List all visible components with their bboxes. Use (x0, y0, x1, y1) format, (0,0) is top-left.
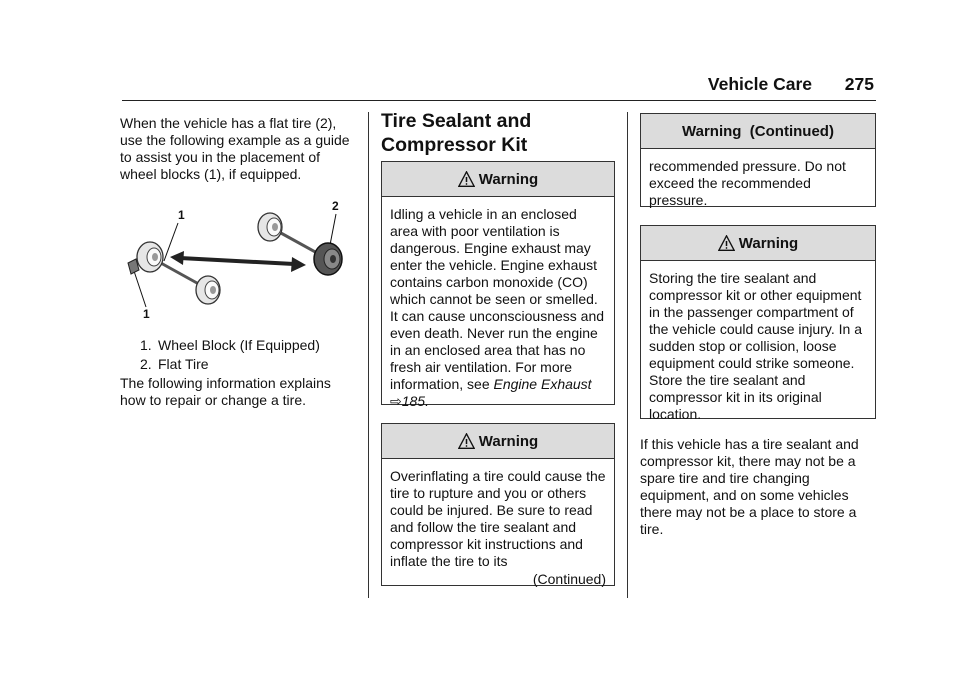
figure-label-2: 2 (332, 199, 339, 213)
legend-item: 2. Flat Tire (140, 356, 209, 372)
section-heading: Tire Sealant and Compressor Kit (381, 110, 532, 156)
warning-triangle-icon (458, 171, 475, 188)
tire-front-left-icon (137, 242, 163, 272)
warning-triangle-icon (458, 433, 475, 450)
kit-paragraph: If this vehicle has a tire sealant and compressor kit, there may not be a spare tire and tire changing equipment, and on some vehicles there may not be a place to store a tire. (640, 436, 859, 537)
warning-body: Idling a vehicle in an enclosed area with poor ventilation is dangerous. Engine exhaust may enter the vehicle. Engine exhaust contains carbon monoxide (CO) which cannot be seen or smelled. It can cause unconsciousness and even death. Never run the engine in an enclosed area that has no fresh air ventilation. For more information, see Engine Exhaust ⇨185. (390, 206, 605, 409)
warning-body: recommended pressure. Do not exceed the recommended pressure. (649, 158, 846, 208)
diagonal-arrow-icon (170, 251, 306, 272)
warning-header: Warning (641, 226, 875, 261)
warning-box-exhaust (381, 161, 615, 409)
figure-label-1-bottom: 1 (143, 307, 150, 321)
page-number: 275 (844, 74, 874, 94)
tire-rear-left-icon (196, 276, 220, 304)
flat-tire-icon (314, 243, 342, 275)
figure-label-1-top: 1 (178, 208, 185, 222)
legend-item: 1. Wheel Block (If Equipped) (140, 337, 320, 353)
intro-paragraph: When the vehicle has a flat tire (2), use the following example as a guide to assist you in the placement of wheel blocks (1), if equipped. (120, 115, 350, 182)
outro-paragraph: The following information explains how to repair or change a tire. (120, 375, 331, 408)
continued-note: (Continued) (532, 571, 606, 587)
page-header (122, 70, 876, 101)
warning-box-storage (640, 225, 876, 422)
tire-rear-right-icon (258, 213, 282, 241)
wheel-block-illustration (122, 195, 358, 325)
warning-body: Overinflating a tire could cause the tire to rupture and you or others could be injured. Be sure to read and follow the tire sealant and compressor kit instructions and inflate the tire to its (Continued) (390, 468, 606, 587)
warning-header: Warning (382, 162, 614, 197)
page-ref-arrow-icon: ⇨ (390, 393, 402, 409)
cross-reference-link[interactable]: Engine Exhaust (493, 376, 592, 392)
figure-legend (140, 337, 360, 375)
warning-header: Warning (382, 424, 614, 459)
warning-header: Warning (Continued) (641, 114, 875, 149)
warning-body: Storing the tire sealant and compressor kit or other equipment in the passenger compartment of the vehicle could cause injury. In a sudden stop or collision, loose equipment could strike someone. Store the tire sealant and compressor kit in its original location. (649, 270, 862, 422)
warning-triangle-icon (718, 235, 735, 252)
warning-box-continued (640, 113, 876, 207)
page-ref-number: 185 (401, 393, 426, 409)
warning-box-overinflate (381, 423, 615, 586)
column-divider-1 (368, 112, 369, 598)
column-divider-2 (627, 112, 628, 598)
section-title: Vehicle Care (707, 74, 812, 94)
